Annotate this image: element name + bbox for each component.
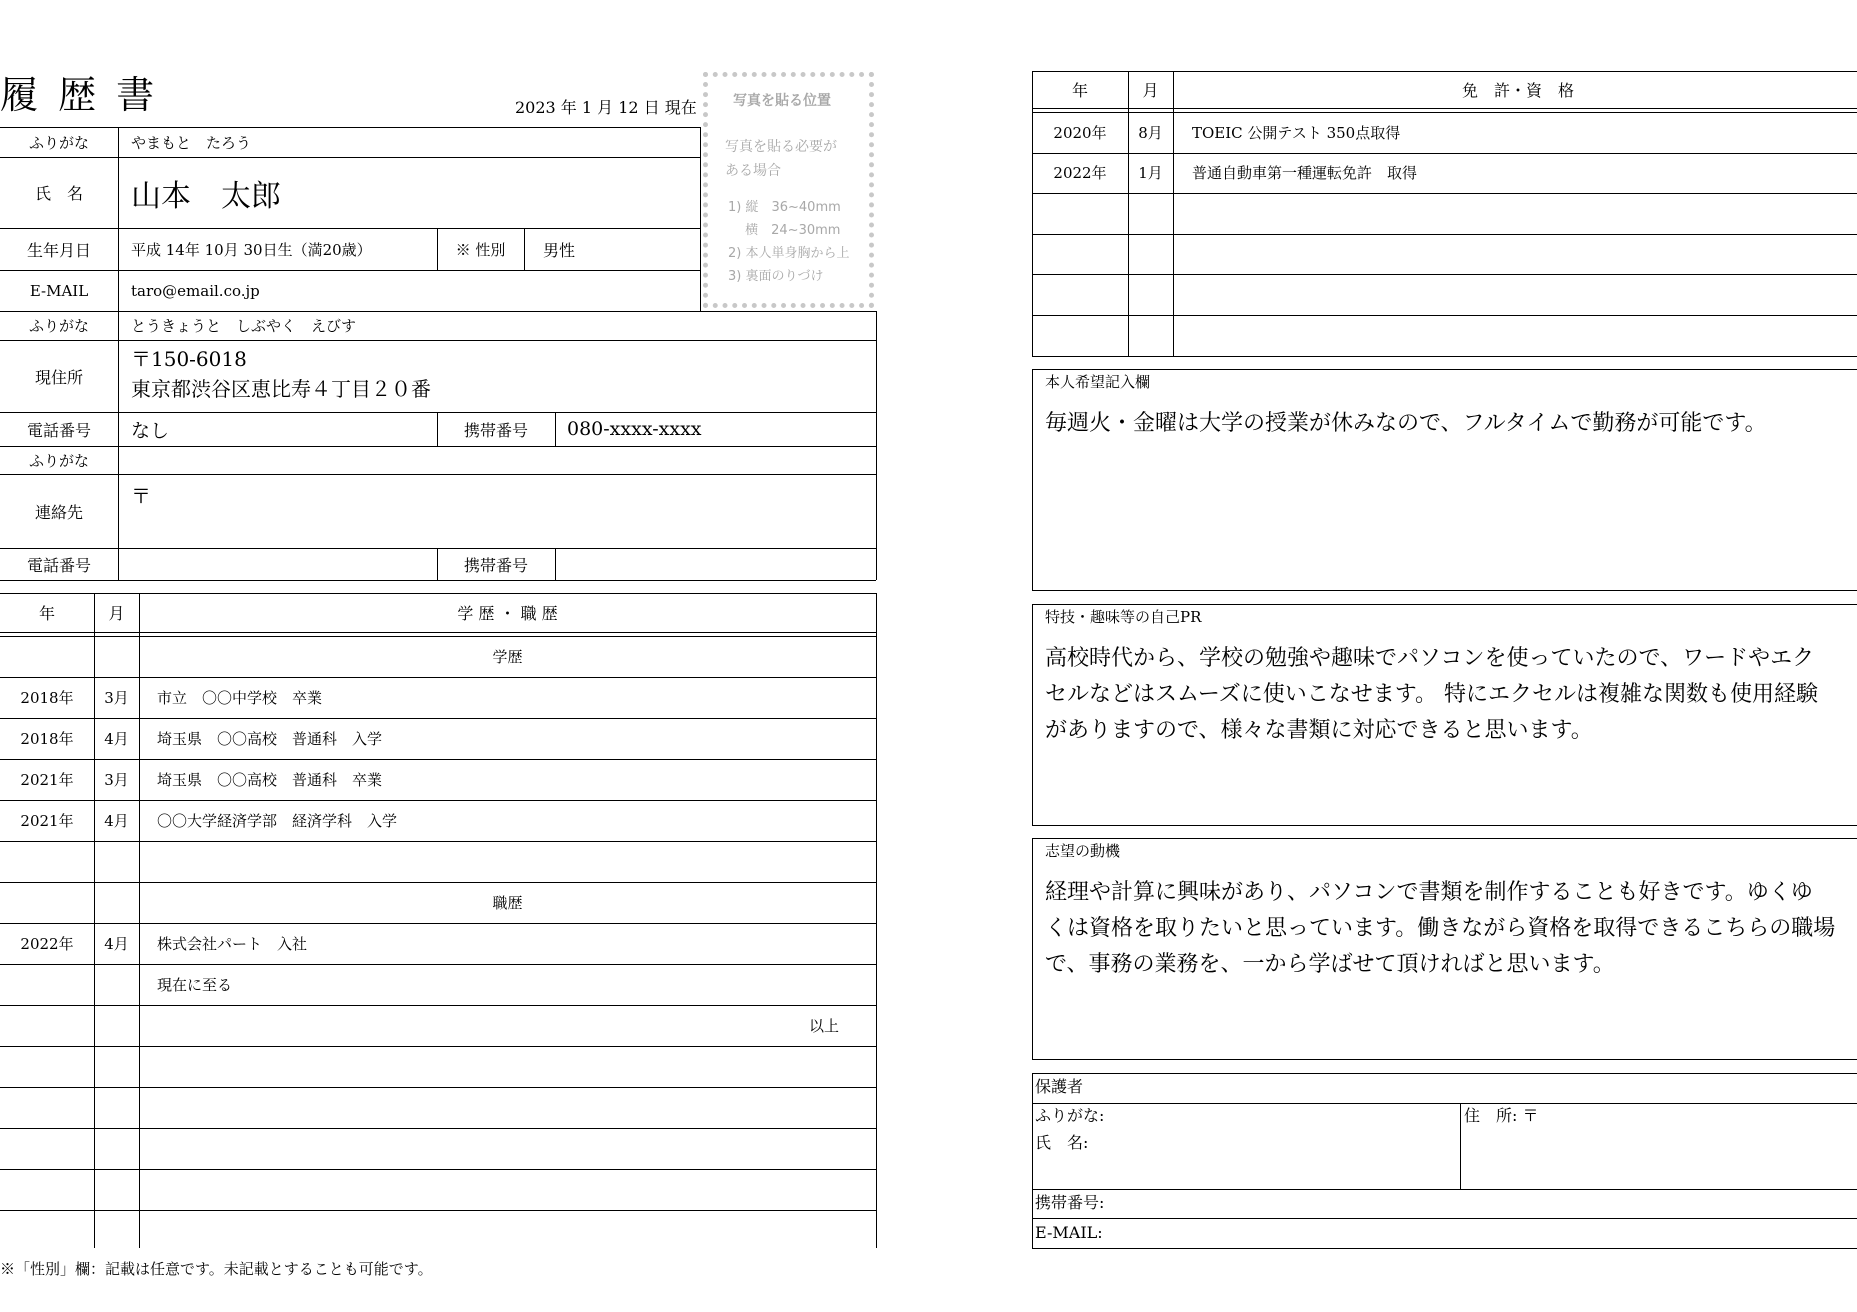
- history-content: 現在に至る: [157, 976, 233, 994]
- motivation-text-line: で、事務の業務を、一から学ばせて頂ければと思います。: [1045, 952, 1615, 977]
- history-month: [94, 841, 139, 882]
- history-row: [0, 964, 876, 1005]
- license-month: [1128, 274, 1173, 315]
- photo-note-line: 2) 本人単身胸から上: [728, 246, 850, 261]
- history-year: [0, 882, 94, 923]
- history-row: [0, 882, 876, 923]
- history-year-header: 年: [38, 604, 55, 623]
- photo-title: 写真を貼る位置: [733, 93, 831, 109]
- history-month: [94, 1169, 139, 1210]
- history-content: [157, 1046, 857, 1087]
- self-pr-label: 特技・趣味等の自己PR: [1045, 608, 1202, 626]
- email-label: E-MAIL: [29, 281, 89, 300]
- phone-value: なし: [131, 419, 170, 442]
- history-year: [0, 841, 94, 882]
- license-year-header: 年: [1071, 81, 1088, 100]
- license-row: [1032, 315, 1857, 356]
- license-year: 2022年: [1053, 164, 1107, 183]
- history-content: 埼玉県 〇〇高校 普通科 入学: [157, 730, 383, 748]
- license-table: [1032, 71, 1857, 356]
- history-row: [0, 800, 876, 841]
- history-year: [0, 964, 94, 1005]
- license-year: [1032, 234, 1128, 275]
- license-month: 1月: [1138, 164, 1163, 183]
- guardian-furigana-label: ふりがな:: [1035, 1106, 1105, 1125]
- history-row: [0, 718, 876, 759]
- history-year: [0, 1046, 94, 1087]
- history-month: [94, 882, 139, 923]
- history-year: [0, 1087, 94, 1128]
- gender-value: 男性: [543, 240, 576, 260]
- license-row: [1032, 112, 1857, 153]
- photo-note-line: 写真を貼る必要が: [725, 139, 837, 155]
- wishes-text: 毎週火・金曜は大学の授業が休みなので、フルタイムで勤務が可能です。: [1045, 411, 1767, 436]
- history-year: 2018年: [20, 730, 74, 748]
- guardian-email-label: E-MAIL:: [1035, 1223, 1103, 1242]
- license-month: [1128, 315, 1173, 356]
- gender-label: ※ 性別: [455, 240, 506, 259]
- license-content: [1192, 193, 1852, 234]
- name-value: 山本 太郎: [131, 178, 281, 214]
- contact-postal: 〒: [131, 484, 151, 508]
- history-month: [94, 636, 139, 677]
- photo-note-line: 3) 裏面のりづけ: [728, 269, 824, 284]
- mobile-value: 080-xxxx-xxxx: [567, 418, 702, 440]
- guardian-name-label: 氏 名:: [1035, 1133, 1089, 1152]
- history-month: 4月: [104, 935, 129, 953]
- name-label: 氏 名: [34, 184, 83, 203]
- history-row: [0, 1005, 876, 1046]
- history-month: 3月: [104, 689, 129, 707]
- history-content: 学歴: [492, 648, 523, 666]
- history-row: [0, 1128, 876, 1169]
- history-month: 4月: [104, 812, 129, 830]
- license-year: [1032, 193, 1128, 234]
- history-row: [0, 1046, 876, 1087]
- footnote: ※「性別」欄：記載は任意です。未記載とすることも可能です。: [0, 1260, 433, 1278]
- date-current: 2023 年 1 月 12 日 現在: [515, 98, 697, 117]
- history-month: 4月: [104, 730, 129, 748]
- history-content: [157, 1169, 857, 1210]
- phone-label: 電話番号: [26, 420, 91, 440]
- history-year: 2022年: [20, 935, 74, 953]
- contact-phone-label: 電話番号: [26, 555, 91, 575]
- history-row: [0, 1087, 876, 1128]
- license-row: [1032, 153, 1857, 194]
- current-address-label: 現住所: [34, 367, 83, 387]
- history-row: [0, 1169, 876, 1210]
- history-row: [0, 677, 876, 718]
- address-line: 東京都渋谷区恵比寿４丁目２０番: [131, 377, 431, 401]
- history-content: 〇〇大学経済学部 経済学科 入学: [157, 812, 398, 830]
- history-content: 市立 〇〇中学校 卒業: [157, 689, 323, 707]
- history-month: [94, 1128, 139, 1169]
- history-year: [0, 1169, 94, 1210]
- license-month: [1128, 234, 1173, 275]
- guardian-mobile-label: 携帯番号:: [1035, 1193, 1105, 1212]
- self-pr-text-line: がありますので、様々な書類に対応できると思います。: [1045, 718, 1593, 743]
- license-content-header: 免 許・資 格: [1461, 81, 1574, 100]
- furigana-value: やまもと たろう: [131, 133, 252, 152]
- history-year: 2021年: [20, 812, 74, 830]
- license-year: 2020年: [1053, 123, 1107, 142]
- history-month-header: 月: [108, 604, 125, 623]
- contact-mobile-label: 携帯番号: [463, 555, 528, 575]
- history-row: [0, 841, 876, 882]
- history-content: 株式会社パート 入社: [157, 935, 308, 953]
- license-month: 8月: [1138, 123, 1163, 142]
- history-content: 埼玉県 〇〇高校 普通科 卒業: [157, 771, 383, 789]
- wishes-label: 本人希望記入欄: [1045, 373, 1151, 391]
- history-row: [0, 759, 876, 800]
- history-content: [157, 1087, 857, 1128]
- history-month: [94, 1005, 139, 1046]
- guardian-address-label: 住 所: 〒: [1464, 1106, 1539, 1125]
- history-row: [0, 636, 876, 677]
- history-content: 以上: [808, 1017, 839, 1035]
- motivation-label: 志望の動機: [1045, 842, 1121, 860]
- email-value: taro@email.co.jp: [131, 281, 260, 300]
- photo-note-line: ある場合: [725, 163, 781, 179]
- motivation-box: [1032, 838, 1857, 1060]
- contact-label: 連絡先: [34, 502, 83, 522]
- address-furigana-label: ふりがな: [28, 317, 89, 335]
- history-year: 2021年: [20, 771, 74, 789]
- history-content: 職歴: [492, 894, 523, 912]
- license-content: TOEIC 公開テスト 350点取得: [1192, 123, 1401, 142]
- mobile-label: 携帯番号: [463, 420, 528, 440]
- history-month: [94, 964, 139, 1005]
- license-content: [1192, 234, 1852, 275]
- history-year: 2018年: [20, 689, 74, 707]
- history-row: [0, 923, 876, 964]
- photo-note-line: 1) 縦 36~40mm: [728, 200, 841, 215]
- license-row: [1032, 193, 1857, 234]
- guardian-title: 保護者: [1035, 1077, 1084, 1096]
- license-year: [1032, 315, 1128, 356]
- self-pr-text-line: 高校時代から、学校の勉強や趣味でパソコンを使っていたので、ワードやエク: [1045, 646, 1815, 671]
- history-year: [0, 1128, 94, 1169]
- postal-code: 〒150-6018: [131, 347, 247, 371]
- guardian-table: [1032, 1073, 1857, 1248]
- history-content: [157, 1128, 857, 1169]
- history-year: [0, 1005, 94, 1046]
- birth-label: 生年月日: [26, 240, 91, 260]
- license-content: 普通自動車第一種運転免許 取得: [1192, 164, 1418, 183]
- history-content: [157, 841, 857, 882]
- furigana-label: ふりがな: [28, 133, 89, 152]
- address-furigana-value: とうきょうと しぶやく えびす: [131, 317, 357, 335]
- history-table: [0, 593, 876, 1248]
- license-content: [1192, 315, 1852, 356]
- license-month: [1128, 193, 1173, 234]
- license-row: [1032, 234, 1857, 275]
- motivation-text-line: 経理や計算に興味があり、パソコンで書類を制作することも好きです。ゆくゆ: [1045, 880, 1813, 905]
- self-pr-box: [1032, 604, 1857, 826]
- history-month: [94, 1087, 139, 1128]
- history-month: [94, 1046, 139, 1087]
- history-month: 3月: [104, 771, 129, 789]
- history-content-header: 学 歴 ・ 職 歴: [457, 604, 558, 623]
- license-month-header: 月: [1142, 81, 1159, 100]
- license-content: [1192, 274, 1852, 315]
- wishes-box: [1032, 369, 1857, 591]
- license-row: [1032, 274, 1857, 315]
- photo-note-line: 横 24~30mm: [728, 223, 841, 238]
- history-year: [0, 636, 94, 677]
- page-title: 履 歴 書: [0, 73, 159, 117]
- motivation-text-line: くは資格を取りたいと思っています。働きながら資格を取得できるこちらの職場: [1045, 916, 1836, 941]
- contact-furigana-label: ふりがな: [28, 451, 89, 470]
- license-year: [1032, 274, 1128, 315]
- birth-value: 平成 14年 10月 30日生（満20歳）: [131, 240, 372, 259]
- self-pr-text-line: セルなどはスムーズに使いこなせます。 特にエクセルは複雑な関数も使用経験: [1045, 682, 1819, 707]
